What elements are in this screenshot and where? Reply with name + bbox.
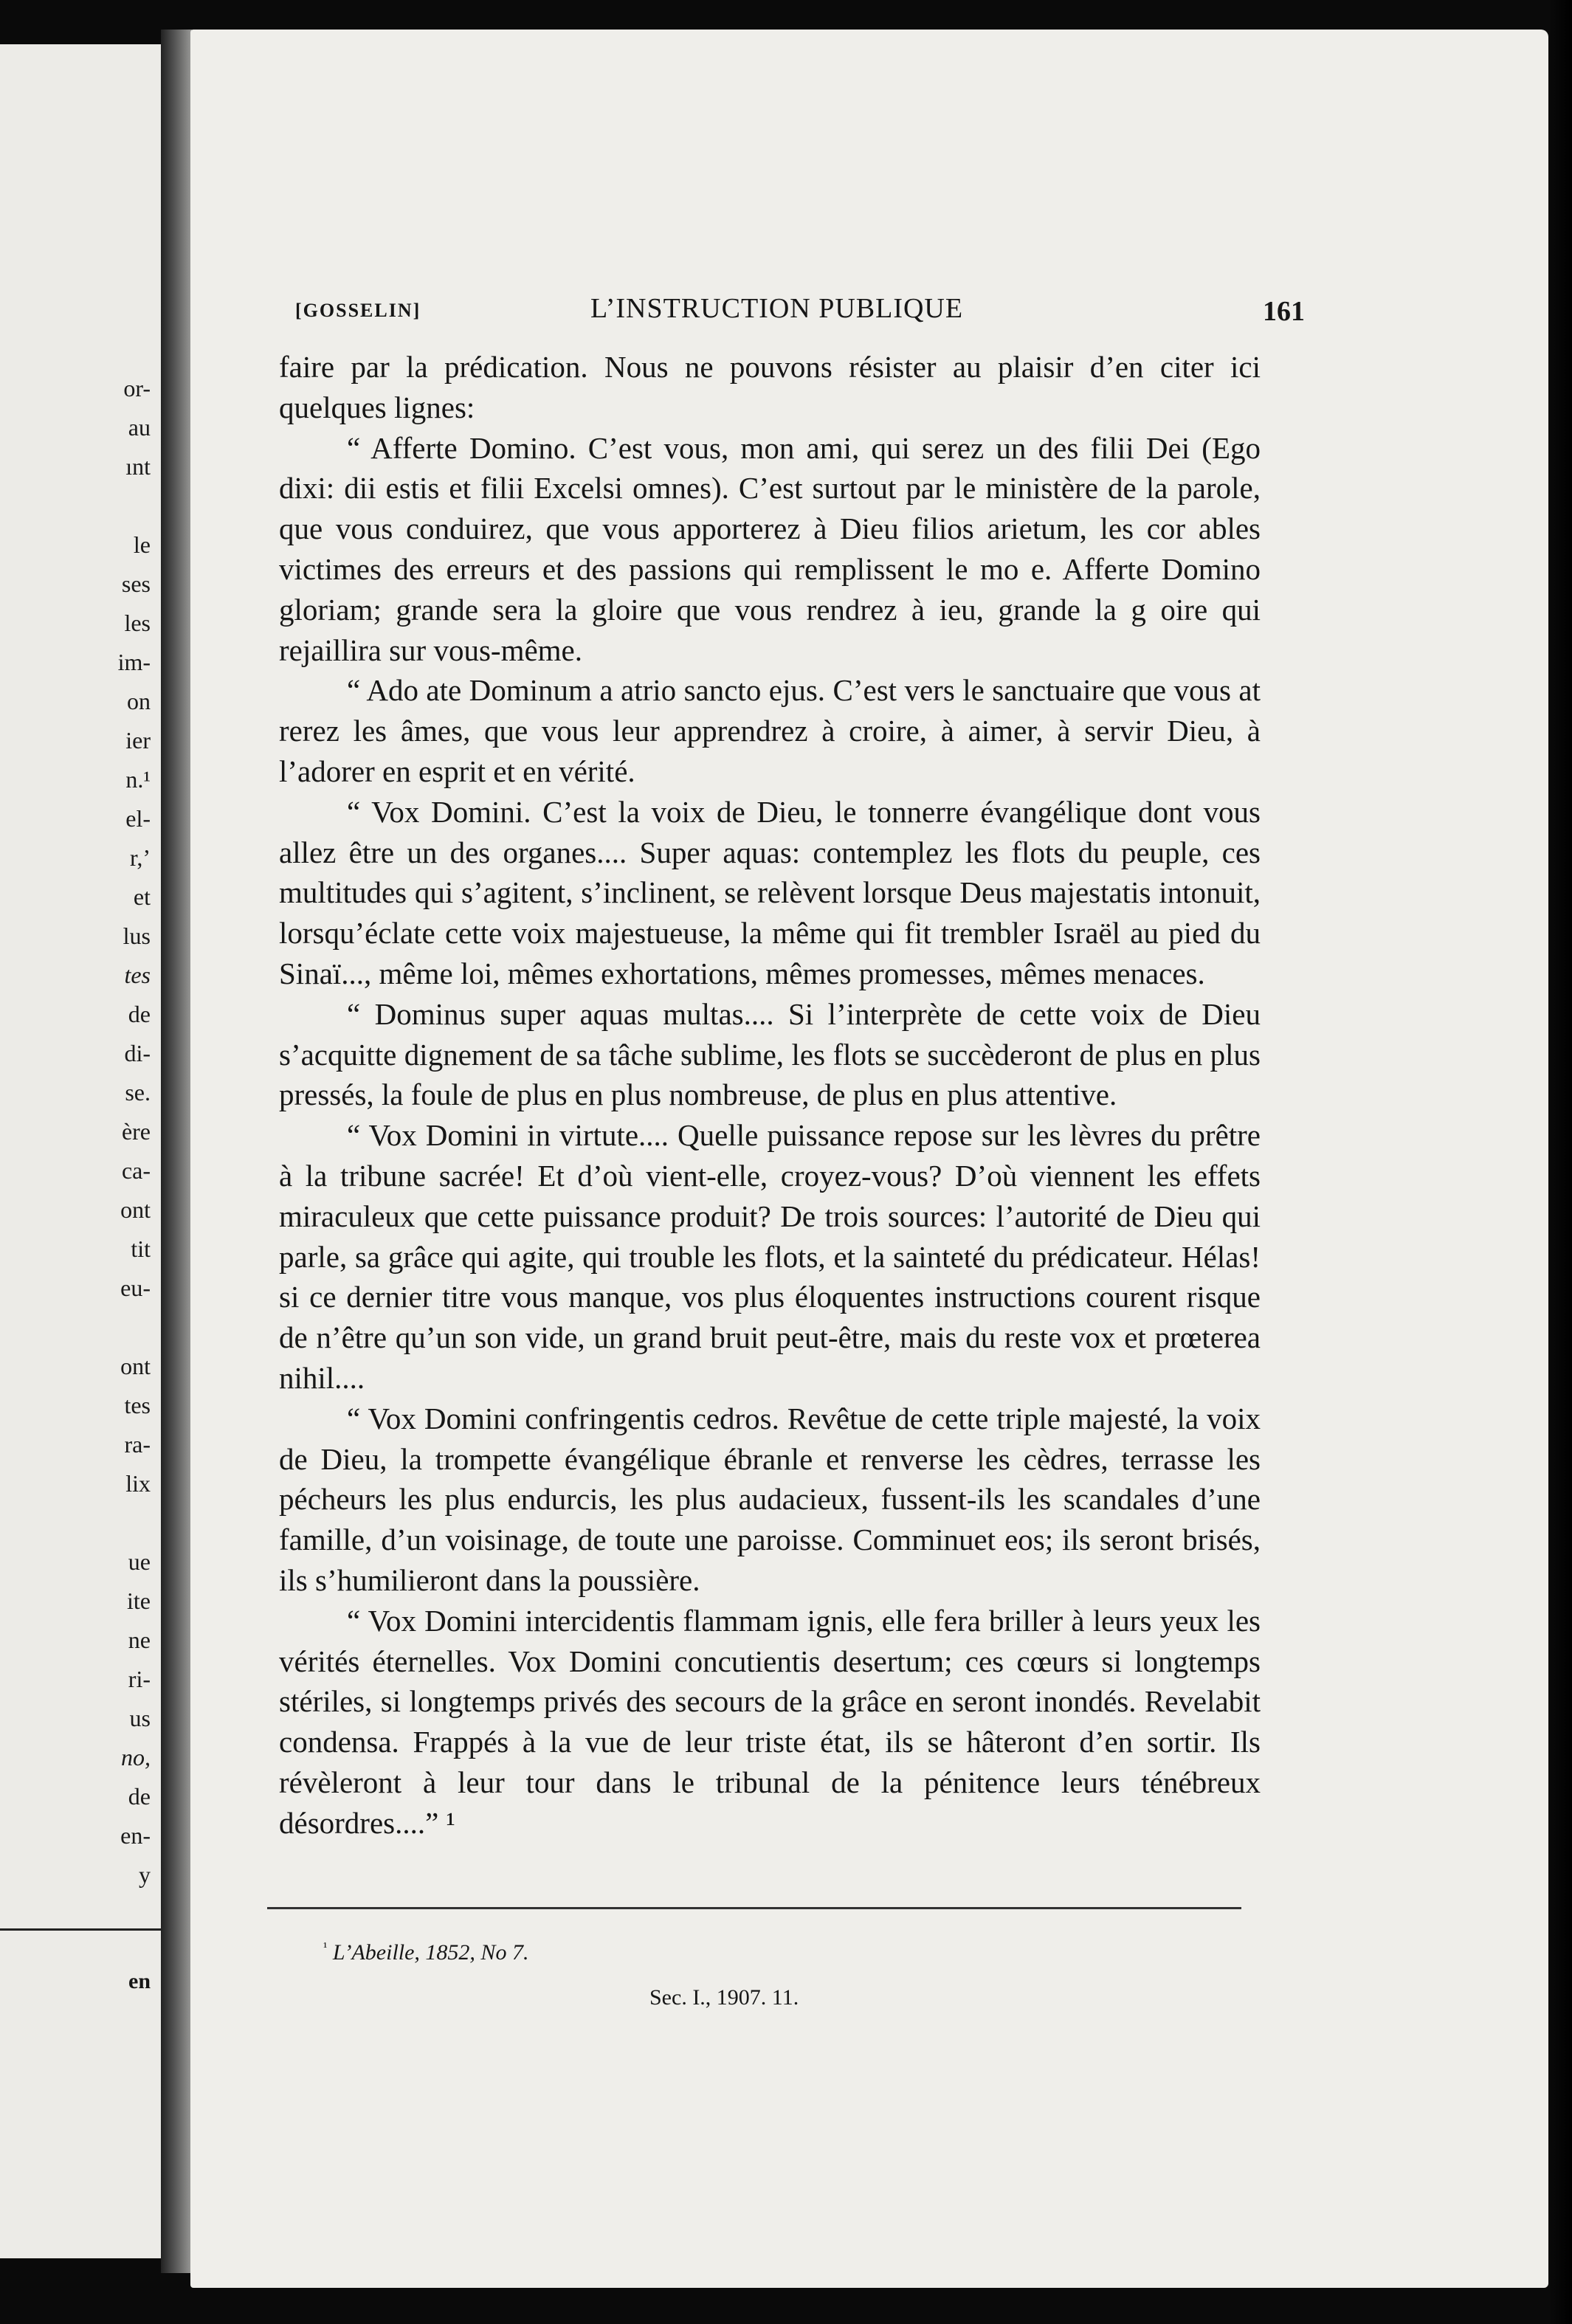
fragment-line: de: [128, 1001, 151, 1027]
fragment-line: les: [124, 610, 151, 636]
fragment-line: ite: [127, 1587, 151, 1614]
fragment-line: ne: [128, 1627, 151, 1653]
fragment-line: ca-: [121, 1157, 151, 1184]
paragraph: “ Dominus super aquas multas.... Si l’interprète de cette voix de Dieu s’acquitte dignement de sa tâche sublime, les flots se succèderont de plus en plus pressés, la foule de plus en plus nombreuse, de plus en plus attentive.: [279, 996, 1261, 1112]
fragment-line: or-: [123, 375, 151, 401]
fragment-line: ri-: [128, 1666, 151, 1692]
paragraph: “ Afferte Domino. C’est vous, mon ami, qui serez un des filii Dei (Ego dixi: dii estis et filii Excelsi omnes). C’est surtout par le ministère de la parole, que vous conduirez, que vous apporterez à Dieu filios arietum, les cor ables victimes des erreurs et des passions qui remplissent le mo e. Afferte Domino gloriam; grande sera la gloire que vous rendrez à ieu, grande la g oire qui rejaillira sur vous-même.: [279, 430, 1261, 667]
fragment-line: se.: [125, 1079, 151, 1106]
book-gutter: [161, 30, 192, 2273]
paragraph: “ Ado ate Dominum a atrio sancto ejus. C’est vers le sanctuaire que vous at rerez les âmes, que vous leur apprendrez à croire, à aimer, à servir Dieu, à l’adorer en esprit et en vérité.: [279, 673, 1261, 788]
paragraph: faire par la prédication. Nous ne pouvons résister au plaisir d’en citer ici quelques lignes:: [279, 350, 1261, 424]
fragment-line: di-: [124, 1040, 151, 1066]
header-title: L’INSTRUCTION PUBLIQUE: [590, 293, 964, 324]
fragment-line: ont: [120, 1353, 151, 1379]
fragment-line: el-: [125, 805, 151, 832]
fragment-line: ont: [120, 1196, 151, 1223]
fragment-line: en-: [120, 1822, 151, 1849]
paragraph: “ Vox Domini in virtute.... Quelle puissance repose sur les lèvres du prêtre à la tribune sacrée! Et d’où vient-elle, croyez-vous? D’où viennent les effets miraculeux que cette puissance produit? De trois sources: l’autorité de Dieu qui parle, sa grâce qui agite, qui trouble les flots, et la sainteté du prédicateur. Hélas! si ce dernier titre vous manque, vos plus éloquentes instructions courent risque de n’être qu’un son vide, un grand bruit peut-être, mais du reste vox et prœterea nihil....: [279, 1118, 1261, 1395]
fragment-line: ier: [125, 727, 151, 754]
page-body: [279, 347, 1261, 1843]
fragment-gap: [40, 1308, 151, 1347]
scan-edge: [1548, 0, 1572, 2324]
fragment-line: ère: [121, 1118, 151, 1145]
header-author: [GOSSELIN]: [295, 300, 421, 321]
fragment-line: de: [128, 1783, 151, 1810]
fragment-line: us: [129, 1705, 151, 1731]
footnote-marker: ¹: [323, 1939, 328, 1954]
fragment-gap: [40, 1503, 151, 1542]
facing-page-footnote-fragment: en: [128, 1969, 151, 1993]
fragment-line: im-: [117, 649, 151, 675]
paragraph: “ Vox Domini. C’est la voix de Dieu, le tonnerre évangélique dont vous allez être un des organes.... Super aquas: contemplez les flots du peuple, ces multitudes qui s’agitent, s’inclinent, se relèvent lorsque Deus majestatis intonuit, lorsqu’éclate cette voix majestueuse, la même qui fit trembler Israël au pied du Sinaï..., même loi, mêmes exhortations, mêmes promesses, mêmes menaces.: [279, 794, 1261, 990]
fragment-line: n.¹: [125, 766, 151, 793]
fragment-line: et: [133, 883, 151, 910]
fragment-line: ue: [128, 1548, 151, 1575]
printer-signature: Sec. I., 1907. 11.: [649, 1985, 799, 2010]
fragment-line: no,: [121, 1744, 151, 1770]
fragment-line: au: [128, 414, 151, 441]
footnote-rule: [267, 1907, 1241, 1909]
fragment-line: r,’: [129, 844, 151, 871]
fragment-line: tes: [124, 962, 151, 988]
running-header: [295, 289, 1305, 334]
facing-page-line-ends: [40, 369, 151, 1894]
fragment-line: tes: [124, 1392, 151, 1418]
paragraph: “ Vox Domini intercidentis flammam ignis, elle fera briller à leurs yeux les vérités éternelles. Vox Domini concutientis desertum; ces cœurs si longtemps stériles, si longtemps privés des secours de la grâce en seront inondés. Revelabit condensa. Frappés à la vue de leur triste état, ils se hâteront d’en sortir. Ils révèleront à leur tour dans le tribunal de la pénitence leurs ténébreux désordres....” ¹: [279, 1603, 1261, 1840]
fragment-line: on: [127, 688, 151, 714]
fragment-line: ses: [121, 570, 151, 597]
footnote: [323, 1939, 528, 1965]
fragment-line: ınt: [125, 453, 151, 480]
fragment-line: lus: [123, 923, 151, 949]
fragment-line: le: [133, 531, 151, 558]
fragment-line: ra-: [124, 1431, 151, 1458]
page-number: 161: [1263, 296, 1305, 327]
footnote-text: L’Abeille, 1852, No 7.: [332, 1940, 529, 1965]
facing-page-fragment: [0, 44, 161, 2258]
fragment-line: lix: [125, 1470, 151, 1497]
facing-page-footnote-rule: [0, 1928, 161, 1931]
fragment-line: tit: [131, 1235, 151, 1262]
fragment-line: y: [139, 1861, 151, 1888]
fragment-line: eu-: [120, 1275, 151, 1301]
paragraph: “ Vox Domini confringentis cedros. Revêtue de cette triple majesté, la voix de Dieu, la trompette évangélique ébranle et renverse les cèdres, terrasse les pécheurs les plus endurcis, les plus audacieux, fussent-ils les scandales d’une famille, d’un voisinage, de toute une paroisse. Comminuet eos; ils seront brisés, ils s’humilieront dans la poussière.: [279, 1401, 1261, 1597]
fragment-gap: [40, 486, 151, 525]
